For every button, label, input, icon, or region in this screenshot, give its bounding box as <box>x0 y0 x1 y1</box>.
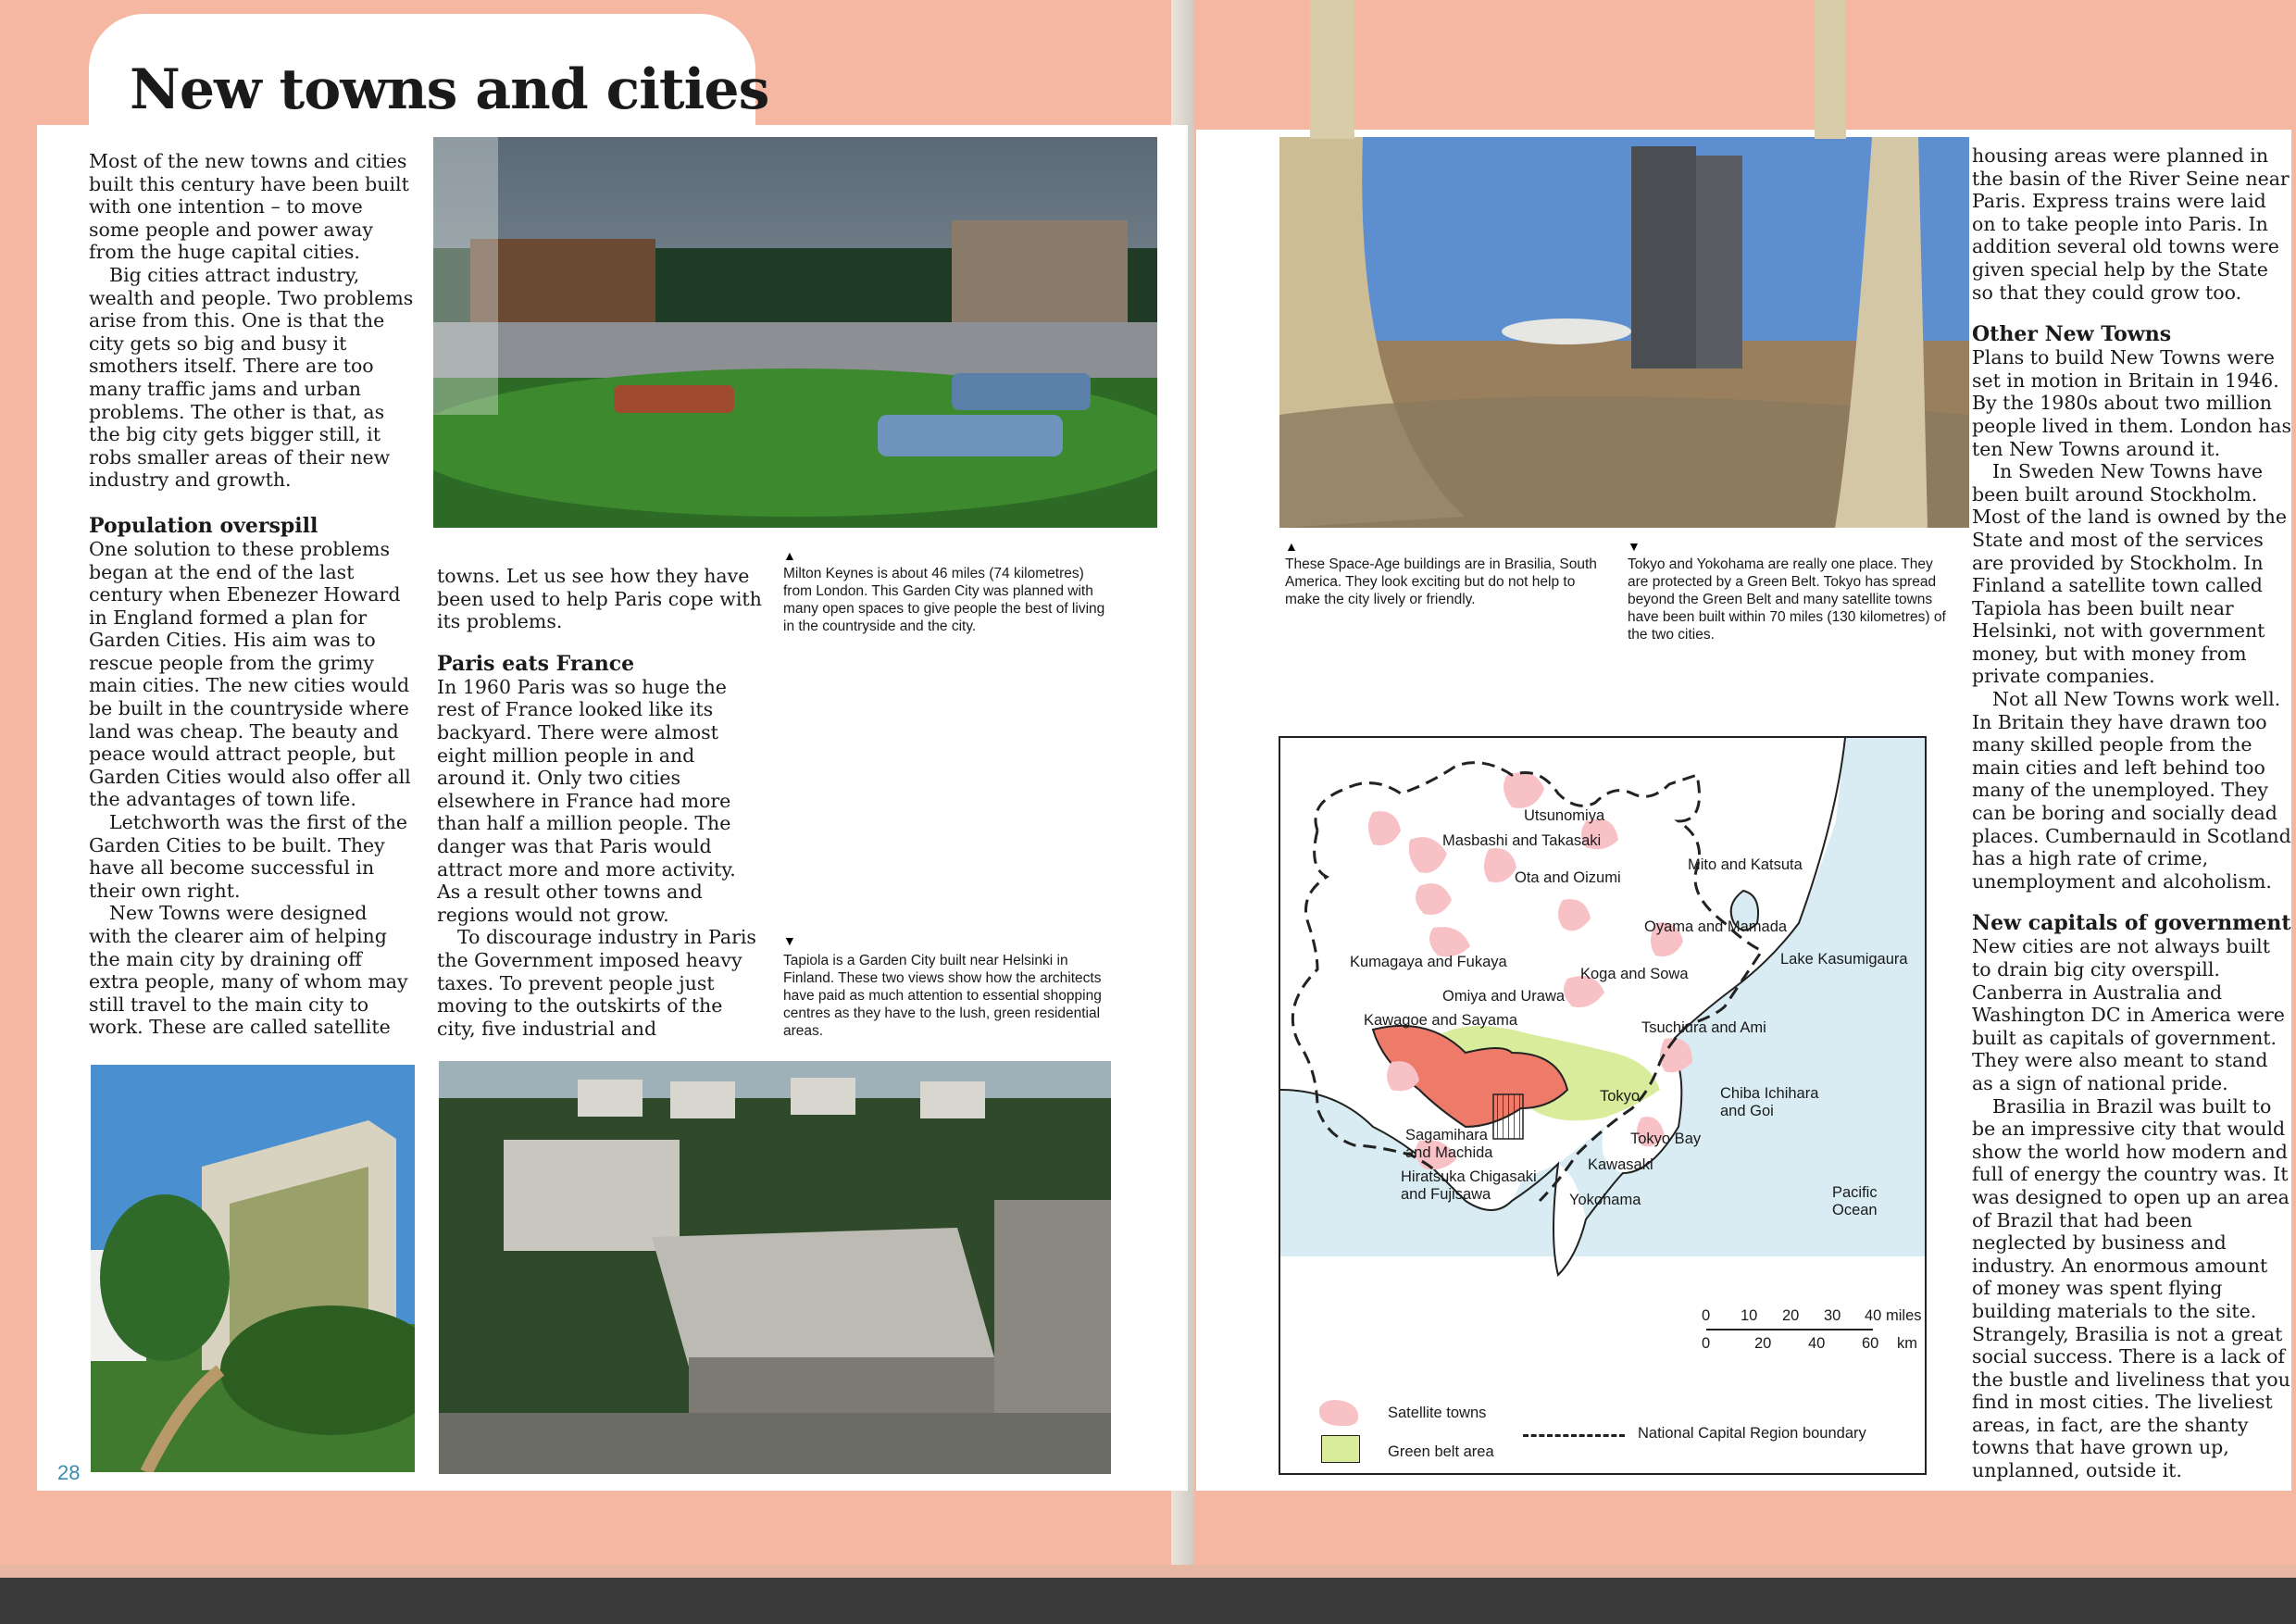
scale-bar <box>1706 1329 1873 1330</box>
map-label-tokyo: Tokyo <box>1600 1088 1641 1105</box>
map-label-koga: Koga and Sowa <box>1580 966 1689 982</box>
map-label-lake: Lake Kasumigaura <box>1780 951 1908 968</box>
page-bottom-edge <box>0 1565 2296 1578</box>
milton-keynes-photo <box>433 137 1157 528</box>
map-label-omiya: Omiya and Urawa <box>1442 988 1566 1005</box>
arrow-down-icon: ▼ <box>783 933 796 948</box>
map-label-kawasaki: Kawasaki <box>1588 1156 1653 1173</box>
scale-miles-0: 0 <box>1702 1307 1711 1324</box>
map-label-hiratsuka-2: and Fujisawa <box>1401 1186 1491 1203</box>
map-label-pacific-2: Ocean <box>1832 1202 1878 1218</box>
col2-para-discourage: To discourage industry in Paris the Government imposed heavy taxes. To prevent people just moving to the outskirts of the city, five industrial and <box>437 926 756 1040</box>
col1-para-intro: Most of the new towns and cities built this century have been built with one intention – to move some people and power away from the huge capital cities. <box>89 150 409 264</box>
arrow-up-icon-brasilia: ▲ <box>1285 539 1298 554</box>
caption-tapiola: Tapiola is a Garden City built near Helsinki in Finland. These two views show how the architects have paid as much attention to essential shopping centres as they have to the lush, green residential areas. <box>783 953 1102 1039</box>
col1-para-bigcities: Big cities attract industry, wealth and people. Two problems arise from this. One is that the city gets so big and busy it smothers itself. There are too many traffic jams and urban problems. The other is that, as the big city gets bigger still, it robs smaller areas of their new industry and growth. <box>89 263 414 492</box>
legend-satellite-label: Satellite towns <box>1388 1405 1487 1421</box>
heading-paris-eats-france: Paris eats France <box>437 651 635 676</box>
legend-greenbelt-swatch <box>1321 1435 1360 1463</box>
map-label-yokohama: Yokohama <box>1569 1192 1641 1208</box>
scale-km-60: 60 <box>1862 1335 1879 1352</box>
map-label-tokyo-bay: Tokyo Bay <box>1630 1131 1702 1147</box>
heading-new-capitals: New capitals of government <box>1972 911 2291 936</box>
map-label-chiba-1: Chiba Ichihara <box>1720 1085 1819 1102</box>
map-label-oyama: Oyama and Mamada <box>1644 918 1788 935</box>
scale-miles-40: 40 <box>1865 1307 1882 1324</box>
map-label-pacific-1: Pacific <box>1832 1184 1878 1201</box>
col2-para-satellite: towns. Let us see how they have been used to help Paris cope with its problems. <box>437 565 762 633</box>
legend-boundary-label: National Capital Region boundary <box>1638 1425 1866 1442</box>
map-label-tsuchiura: Tsuchiura and Ami <box>1641 1019 1766 1036</box>
brasilia-pillar-right <box>1815 0 1846 139</box>
map-label-ota: Ota and Oizumi <box>1515 869 1621 886</box>
heading-population-overspill: Population overspill <box>89 513 318 538</box>
map-label-mito: Mito and Katsuta <box>1688 856 1803 873</box>
right-para-britain: Plans to build New Towns were set in motion in Britain in 1946. By the 1980s about two million people lived in them. London has ten New Towns around it. <box>1972 346 2291 460</box>
right-column <box>1972 144 2291 1482</box>
legend-boundary-line <box>1523 1434 1625 1437</box>
yokohama-hatched-area <box>1493 1094 1523 1139</box>
map-label-sagamihara-1: Sagamihara <box>1405 1127 1488 1143</box>
caption-brasilia: These Space-Age buildings are in Brasilia, South America. They look exciting but do not help to make the city lively or friendly. <box>1285 556 1597 607</box>
arrow-up-icon: ▲ <box>783 548 796 563</box>
cover-edge <box>0 1574 2296 1624</box>
page-title: New towns and cities <box>130 57 769 122</box>
map-label-utsunomiya: Utsunomiya <box>1524 807 1605 824</box>
scale-miles-unit: miles <box>1886 1307 1922 1324</box>
left-column-1 <box>89 150 415 1039</box>
left-column-2 <box>437 565 763 1040</box>
col1-para-solution: One solution to these problems began at the end of the last century when Ebenezer Howard in England formed a plan for Garden Cities. His aim was to rescue people from the grimy main cities. The new cities would be built in the countryside where land was cheap. The beauty and peace would attract people, but Garden Cities would also offer all the advantages of town life. <box>89 537 411 811</box>
arrow-down-icon-tokyo: ▼ <box>1628 539 1641 554</box>
col1-para-newtowns: New Towns were designed with the clearer aim of helping the main city by draining off extra people, many of whom may still travel to the main city to work. These are called satellite <box>89 902 408 1039</box>
scale-miles-30: 30 <box>1824 1307 1841 1324</box>
right-para-canberra: New cities are not always built to drain big city overspill. Canberra in Australia and Washington DC in America were built as capitals of government. They were also meant to stand as a sign of national pride. <box>1972 935 2285 1094</box>
legend-greenbelt-label: Green belt area <box>1388 1443 1494 1460</box>
brasilia-photo <box>1279 137 1969 528</box>
map-label-chiba-2: and Goi <box>1720 1103 1774 1119</box>
right-para-sweden: In Sweden New Towns have been built around Stockholm. Most of the land is owned by the State and most of the services are provided by Stockholm. In Finland a satellite town called Tapiola has been built near Helsinki, not with government money, but with money from private companies. <box>1972 460 2288 688</box>
caption-tokyo: Tokyo and Yokohama are really one place. They are protected by a Green Belt. Tokyo has spread beyond the Green Belt and many satellite towns have been built within 70 miles (130 kilometres) of the two cities. <box>1628 556 1946 643</box>
scale-miles-10: 10 <box>1741 1307 1758 1324</box>
map-label-hiratsuka-1: Hiratsuka Chigasaki <box>1401 1168 1537 1185</box>
right-para-notall: Not all New Towns work well. In Britain they have drawn too many skilled people from the main cities and left behind too many of the unemployed. They can be boring and socially dead places. Cumbernauld in Scotland has a high rate of crime, unemployment and alcoholism. <box>1972 688 2291 893</box>
brasilia-pillar-left <box>1310 0 1354 139</box>
heading-other-new-towns: Other New Towns <box>1972 322 2172 347</box>
tapiola-residential-photo <box>91 1065 415 1472</box>
scale-km-20: 20 <box>1754 1335 1772 1352</box>
scale-km-unit: km <box>1897 1335 1917 1352</box>
map-label-masbashi: Masbashi and Takasaki <box>1442 832 1602 849</box>
right-para-brasilia: Brasilia in Brazil was built to be an impressive city that would show the world how modern and full of energy the country was. It was designed to open up an area of Brazil that had been neglected by business and industry. An enormous amount of money was spent flying building materials to the site. Strangely, Brasilia is not a great social success. There is a lack of the bustle and liveliness that you find in most cities. The liveliest areas, in fact, are the shanty towns that have grown up, unplanned, outside it. <box>1972 1094 2290 1482</box>
map-label-kawagoe: Kawagoe and Sayama <box>1364 1012 1518 1029</box>
scale-km-0: 0 <box>1702 1335 1711 1352</box>
col1-para-letchworth: Letchworth was the first of the Garden Cities to be built. They have all become successful in their own right. <box>89 811 407 902</box>
col2-para-paris: In 1960 Paris was so huge the rest of France looked like its backyard. There were almost eight million people in and around it. Only two cities elsewhere in France had more than half a million people. The danger was that Paris would attract more and more activity. As a result other towns and regions would not grow. <box>437 675 736 926</box>
tokyo-map <box>1279 736 1927 1475</box>
scale-miles-20: 20 <box>1782 1307 1800 1324</box>
scale-km-40: 40 <box>1808 1335 1826 1352</box>
right-para-housing: housing areas were planned in the basin of the River Seine near Paris. Express trains were laid on to take people into Paris. In addition several old towns were given special help by the State so that they could grow too. <box>1972 144 2290 304</box>
caption-milton-keynes: Milton Keynes is about 46 miles (74 kilometres) from London. This Garden City was planned with many open spaces to give people the best of living in the countryside and the city. <box>783 566 1105 634</box>
page-number: 28 <box>57 1461 81 1484</box>
map-label-kumagaya: Kumagaya and Fukaya <box>1350 954 1507 970</box>
tapiola-aerial-photo <box>439 1061 1111 1474</box>
map-label-sagamihara-2: and Machida <box>1405 1144 1493 1161</box>
